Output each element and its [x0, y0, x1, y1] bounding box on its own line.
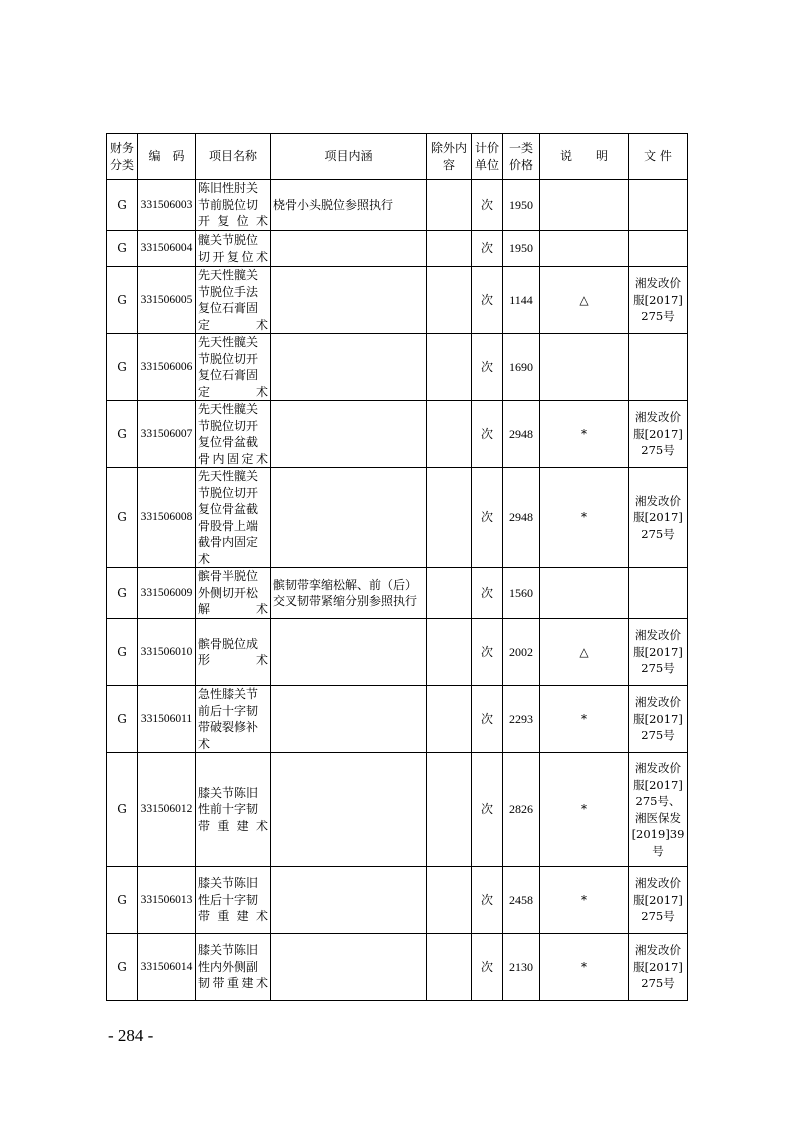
cell-price: 2293 — [503, 686, 540, 753]
table-row — [107, 334, 688, 401]
cell-price: 2826 — [503, 753, 540, 867]
page-number: - 284 - — [108, 1026, 154, 1045]
cell-code: 331506013 — [138, 867, 196, 934]
cell-note: * — [540, 401, 629, 468]
cell-file: 湘发改价服[2017]275号 — [629, 468, 688, 568]
cell-name: 髌骨半脱位外侧切开松解术 — [196, 568, 271, 619]
cell-price: 1560 — [503, 568, 540, 619]
cell-excluded — [427, 619, 472, 686]
cell-code: 331506007 — [138, 401, 196, 468]
cell-file — [629, 180, 688, 231]
cell-note: △ — [540, 267, 629, 334]
cell-note — [540, 180, 629, 231]
table-header-row — [107, 134, 688, 180]
cell-content — [271, 686, 427, 753]
cell-category: G — [107, 180, 138, 231]
cell-content — [271, 267, 427, 334]
cell-excluded — [427, 180, 472, 231]
cell-file: 湘发改价服[2017]275号 — [629, 867, 688, 934]
cell-excluded — [427, 401, 472, 468]
table-row — [107, 267, 688, 334]
cell-name: 髌骨脱位成形术 — [196, 619, 271, 686]
cell-price: 2130 — [503, 934, 540, 1001]
table-row — [107, 753, 688, 867]
cell-unit: 次 — [472, 231, 503, 267]
cell-excluded — [427, 231, 472, 267]
cell-category: G — [107, 334, 138, 401]
header-unit: 计价单位 — [472, 134, 503, 180]
cell-code: 331506006 — [138, 334, 196, 401]
cell-excluded — [427, 934, 472, 1001]
cell-excluded — [427, 686, 472, 753]
table-row — [107, 568, 688, 619]
cell-name: 先天性髋关节脱位切开复位骨盆截骨内固定术 — [196, 401, 271, 468]
table-row — [107, 468, 688, 568]
cell-content — [271, 619, 427, 686]
cell-unit: 次 — [472, 267, 503, 334]
header-code: 编 码 — [138, 134, 196, 180]
cell-note — [540, 568, 629, 619]
cell-name: 膝关节陈旧性前十字韧带重建术 — [196, 753, 271, 867]
cell-unit: 次 — [472, 568, 503, 619]
cell-file: 湘发改价服[2017]275号 — [629, 934, 688, 1001]
table-row — [107, 686, 688, 753]
header-excluded: 除外内容 — [427, 134, 472, 180]
cell-content — [271, 934, 427, 1001]
header-file: 文 件 — [629, 134, 688, 180]
table-row — [107, 934, 688, 1001]
cell-unit: 次 — [472, 686, 503, 753]
cell-unit: 次 — [472, 468, 503, 568]
cell-name: 膝关节陈旧性内外侧副韧带重建术 — [196, 934, 271, 1001]
cell-file — [629, 231, 688, 267]
table-row — [107, 401, 688, 468]
cell-code: 331506005 — [138, 267, 196, 334]
cell-unit: 次 — [472, 867, 503, 934]
cell-excluded — [427, 267, 472, 334]
fee-schedule-table — [106, 133, 688, 1001]
cell-category: G — [107, 619, 138, 686]
cell-excluded — [427, 753, 472, 867]
cell-code: 331506003 — [138, 180, 196, 231]
cell-code: 331506009 — [138, 568, 196, 619]
cell-unit: 次 — [472, 334, 503, 401]
cell-note: * — [540, 934, 629, 1001]
cell-content — [271, 231, 427, 267]
cell-name: 先天性髋关节脱位切开复位石膏固定术 — [196, 334, 271, 401]
cell-file: 湘发改价服[2017]275号 — [629, 619, 688, 686]
cell-price: 2948 — [503, 401, 540, 468]
cell-unit: 次 — [472, 934, 503, 1001]
cell-name: 先天性髋关节脱位切开复位骨盆截骨股骨上端截骨内固定术 — [196, 468, 271, 568]
cell-file: 湘发改价服[2017]275号 — [629, 401, 688, 468]
cell-price: 2002 — [503, 619, 540, 686]
cell-price: 1144 — [503, 267, 540, 334]
cell-category: G — [107, 401, 138, 468]
cell-file: 湘发改价服[2017]275号、湘医保发[2019]39号 — [629, 753, 688, 867]
cell-code: 331506004 — [138, 231, 196, 267]
cell-file: 湘发改价服[2017]275号 — [629, 267, 688, 334]
cell-note: * — [540, 753, 629, 867]
cell-excluded — [427, 568, 472, 619]
table-row — [107, 231, 688, 267]
cell-file: 湘发改价服[2017]275号 — [629, 686, 688, 753]
cell-note: △ — [540, 619, 629, 686]
table-body — [107, 180, 688, 1001]
cell-category: G — [107, 753, 138, 867]
cell-price: 1950 — [503, 231, 540, 267]
table-row — [107, 180, 688, 231]
cell-code: 331506014 — [138, 934, 196, 1001]
cell-content — [271, 334, 427, 401]
header-name: 项目名称 — [196, 134, 271, 180]
cell-note — [540, 231, 629, 267]
cell-name: 先天性髋关节脱位手法复位石膏固定术 — [196, 267, 271, 334]
cell-excluded — [427, 468, 472, 568]
header-category: 财务分类 — [107, 134, 138, 180]
cell-content — [271, 401, 427, 468]
cell-code: 331506012 — [138, 753, 196, 867]
cell-category: G — [107, 934, 138, 1001]
cell-price: 2948 — [503, 468, 540, 568]
cell-excluded — [427, 867, 472, 934]
cell-name: 髋关节脱位切开复位术 — [196, 231, 271, 267]
cell-note: * — [540, 686, 629, 753]
cell-category: G — [107, 231, 138, 267]
cell-note: * — [540, 867, 629, 934]
cell-file — [629, 334, 688, 401]
header-price: 一类价格 — [503, 134, 540, 180]
cell-unit: 次 — [472, 619, 503, 686]
table-row — [107, 867, 688, 934]
cell-unit: 次 — [472, 401, 503, 468]
cell-code: 331506010 — [138, 619, 196, 686]
cell-name: 陈旧性肘关节前脱位切开复位术 — [196, 180, 271, 231]
cell-content — [271, 867, 427, 934]
cell-excluded — [427, 334, 472, 401]
cell-price: 1690 — [503, 334, 540, 401]
cell-category: G — [107, 686, 138, 753]
cell-file — [629, 568, 688, 619]
cell-content — [271, 753, 427, 867]
cell-name: 急性膝关节前后十字韧带破裂修补术 — [196, 686, 271, 753]
cell-unit: 次 — [472, 180, 503, 231]
cell-note — [540, 334, 629, 401]
cell-note: * — [540, 468, 629, 568]
cell-price: 2458 — [503, 867, 540, 934]
table-row — [107, 619, 688, 686]
cell-code: 331506011 — [138, 686, 196, 753]
cell-category: G — [107, 568, 138, 619]
cell-unit: 次 — [472, 753, 503, 867]
header-content: 项目内涵 — [271, 134, 427, 180]
cell-category: G — [107, 267, 138, 334]
cell-name: 膝关节陈旧性后十字韧带重建术 — [196, 867, 271, 934]
cell-category: G — [107, 867, 138, 934]
cell-code: 331506008 — [138, 468, 196, 568]
header-note: 说 明 — [540, 134, 629, 180]
cell-content — [271, 468, 427, 568]
cell-content: 髌韧带挛缩松解、前（后）交叉韧带紧缩分别参照执行 — [271, 568, 427, 619]
cell-category: G — [107, 468, 138, 568]
cell-price: 1950 — [503, 180, 540, 231]
cell-content: 桡骨小头脱位参照执行 — [271, 180, 427, 231]
